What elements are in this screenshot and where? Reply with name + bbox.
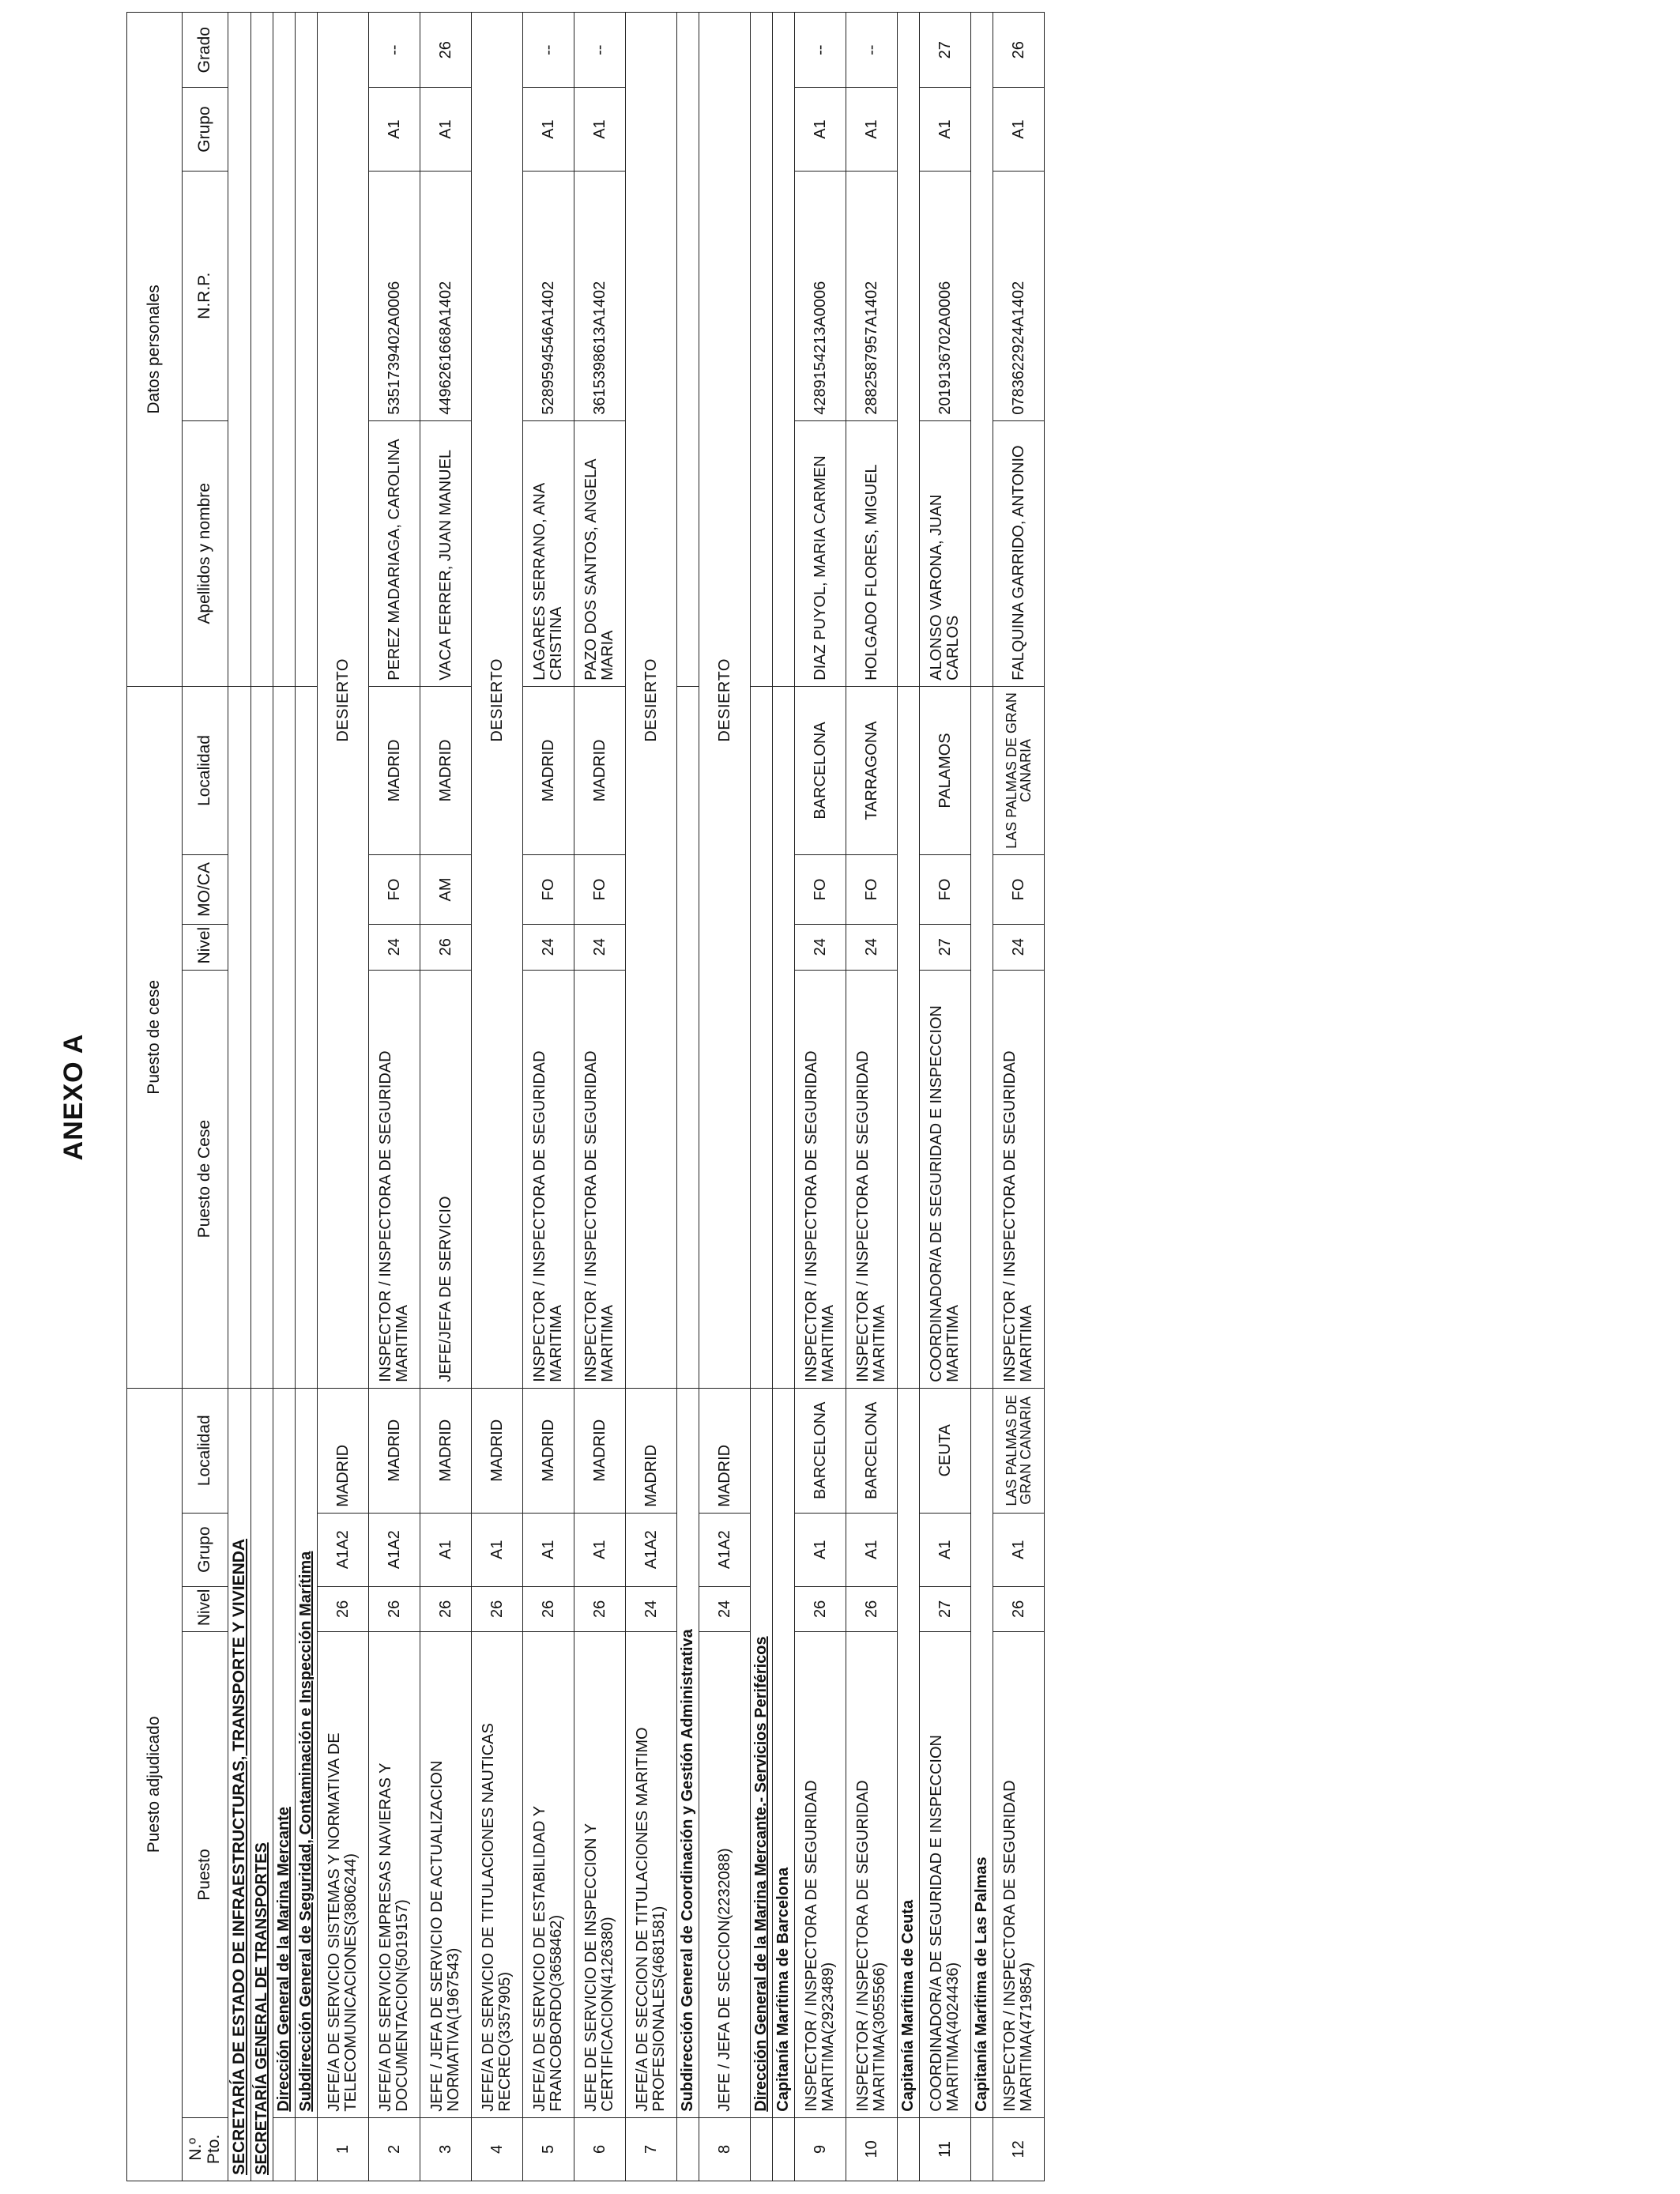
- table-row: [523, 13, 574, 2181]
- cell-puesto: INSPECTOR / INSPECTORA DE SEGURIDAD MARITIMA(4719854): [993, 1632, 1045, 2118]
- cell-nivel: 24: [626, 1586, 677, 1632]
- header-moca: MO/CA: [183, 855, 228, 925]
- cell-nivel: 27: [920, 1586, 971, 1632]
- cell-n-pto: 6: [574, 2117, 626, 2181]
- cell-localidad: CEUTA: [920, 1388, 971, 1513]
- header-datos-personales: Datos personales: [127, 13, 183, 687]
- cell-desierto: DESIERTO: [699, 13, 751, 1389]
- cell-apellidos: DIAZ PUYOL, MARIA CARMEN: [795, 420, 846, 686]
- cell-nivel-cese: 24: [795, 924, 846, 970]
- cell-nrp: 2019136702A0006: [920, 171, 971, 420]
- cell-grupo-personal: A1: [920, 88, 971, 171]
- cell-localidad-cese: LAS PALMAS DE GRAN CANARIA: [993, 686, 1045, 854]
- cell-n-pto: 2: [369, 2117, 420, 2181]
- cell-apellidos: ALONSO VARONA, JUAN CARLOS: [920, 420, 971, 686]
- cell-localidad-cese: TARRAGONA: [846, 686, 898, 854]
- section-row: [898, 13, 920, 2181]
- cell-apellidos: VACA FERRER, JUAN MANUEL: [420, 420, 472, 686]
- header-grupo-personal: Grupo: [183, 88, 228, 171]
- cell-apellidos: LAGARES SERRANO, ANA CRISTINA: [523, 420, 574, 686]
- cell-apellidos: FALQUINA GARRIDO, ANTONIO: [993, 420, 1045, 686]
- table-row: [993, 13, 1045, 2181]
- section-label: Subdirección General de Coordinación y Gestión Administrativa: [677, 1388, 699, 2117]
- cell-localidad-cese: MADRID: [523, 686, 574, 854]
- section-label: Capitanía Marítima de Barcelona: [773, 1388, 795, 2117]
- cell-grupo: A1A2: [626, 1513, 677, 1586]
- cell-localidad: MADRID: [523, 1388, 574, 1513]
- cell-puesto-cese: INSPECTOR / INSPECTORA DE SEGURIDAD MARITIMA: [795, 970, 846, 1388]
- cell-n-pto: 11: [920, 2117, 971, 2181]
- header-nivel-cese: Nivel: [183, 924, 228, 970]
- cell-moca: FO: [993, 855, 1045, 925]
- section-row: [773, 13, 795, 2181]
- header-puesto-de-cese: Puesto de Cese: [183, 970, 228, 1388]
- cell-nrp: 4289154213A0006: [795, 171, 846, 420]
- cell-localidad: MADRID: [574, 1388, 626, 1513]
- cell-nrp: 0783622924A1402: [993, 171, 1045, 420]
- cell-grupo-personal: A1: [795, 88, 846, 171]
- cell-localidad-cese: BARCELONA: [795, 686, 846, 854]
- cell-nivel-cese: 24: [846, 924, 898, 970]
- section-row: [971, 13, 993, 2181]
- cell-grupo: A1: [523, 1513, 574, 1586]
- cell-nivel: 26: [472, 1586, 523, 1632]
- cell-nivel-cese: 27: [920, 924, 971, 970]
- header-nrp: N.R.P.: [183, 171, 228, 420]
- cell-localidad: MADRID: [369, 1388, 420, 1513]
- cell-grado: --: [846, 13, 898, 88]
- section-label: SECRETARÍA GENERAL DE TRANSPORTES: [251, 1388, 273, 2181]
- cell-grado: --: [369, 13, 420, 88]
- cell-desierto: DESIERTO: [318, 13, 369, 1389]
- cell-nrp: 5351739402A0006: [369, 171, 420, 420]
- cell-moca: FO: [369, 855, 420, 925]
- cell-puesto: INSPECTOR / INSPECTORA DE SEGURIDAD MARITIMA(2923489): [795, 1632, 846, 2118]
- cell-localidad-cese: MADRID: [420, 686, 472, 854]
- cell-grupo: A1: [795, 1513, 846, 1586]
- cell-n-pto: 9: [795, 2117, 846, 2181]
- cell-nivel: 26: [846, 1586, 898, 1632]
- header-n-pto: N.º Pto.: [183, 2117, 228, 2181]
- section-row: [677, 13, 699, 2181]
- page: [47, 0, 1408, 2194]
- cell-puesto: JEFE / JEFA DE SECCION(2232088): [699, 1632, 751, 2118]
- section-label: SECRETARÍA DE ESTADO DE INFRAESTRUCTURAS, TRANSPORTE Y VIVIENDA: [228, 1388, 251, 2181]
- header-grado: Grado: [183, 13, 228, 88]
- cell-nivel: 26: [523, 1586, 574, 1632]
- section-row: [251, 13, 273, 2181]
- cell-grado: --: [795, 13, 846, 88]
- cell-localidad-cese: MADRID: [574, 686, 626, 854]
- cell-n-pto: 5: [523, 2117, 574, 2181]
- cell-nivel: 26: [318, 1586, 369, 1632]
- cell-puesto-cese: INSPECTOR / INSPECTORA DE SEGURIDAD MARITIMA: [369, 970, 420, 1388]
- cell-puesto-cese: INSPECTOR / INSPECTORA DE SEGURIDAD MARITIMA: [574, 970, 626, 1388]
- cell-grupo: A1A2: [699, 1513, 751, 1586]
- cell-puesto: COORDINADOR/A DE SEGURIDAD E INSPECCION MARITIMA(4024436): [920, 1632, 971, 2118]
- table-row: [369, 13, 420, 2181]
- cell-puesto: JEFE/A DE SECCION DE TITULACIONES MARITIMO PROFESIONALES(4681581): [626, 1632, 677, 2118]
- cell-grupo-personal: A1: [420, 88, 472, 171]
- cell-n-pto: 7: [626, 2117, 677, 2181]
- cell-puesto-cese: COORDINADOR/A DE SEGURIDAD E INSPECCION MARITIMA: [920, 970, 971, 1388]
- cell-localidad: MADRID: [472, 1388, 523, 1513]
- cell-nrp: 3615398613A1402: [574, 171, 626, 420]
- cell-localidad: LAS PALMAS DE GRAN CANARIA: [993, 1388, 1045, 1513]
- cell-puesto: JEFE/A DE SERVICIO DE TITULACIONES NAUTICAS RECREO(3357905): [472, 1632, 523, 2118]
- cell-nrp: 4496261668A1402: [420, 171, 472, 420]
- cell-puesto: JEFE/A DE SERVICIO DE ESTABILIDAD Y FRANCOBORDO(3658462): [523, 1632, 574, 2118]
- cell-puesto-cese: INSPECTOR / INSPECTORA DE SEGURIDAD MARITIMA: [993, 970, 1045, 1388]
- cell-moca: FO: [795, 855, 846, 925]
- cell-localidad: BARCELONA: [846, 1388, 898, 1513]
- table-row: [574, 13, 626, 2181]
- cell-grupo: A1: [920, 1513, 971, 1586]
- cell-apellidos: HOLGADO FLORES, MIGUEL: [846, 420, 898, 686]
- header-localidad-cese: Localidad: [183, 686, 228, 854]
- cell-grupo: A1A2: [369, 1513, 420, 1586]
- cell-grupo: A1: [846, 1513, 898, 1586]
- cell-n-pto: 10: [846, 2117, 898, 2181]
- cell-grado: --: [574, 13, 626, 88]
- table-row: [472, 13, 523, 2181]
- cell-moca: FO: [574, 855, 626, 925]
- section-row: [228, 13, 251, 2181]
- cell-moca: FO: [523, 855, 574, 925]
- header-puesto-adjudicado: Puesto adjudicado: [127, 1388, 183, 2181]
- cell-nrp: 2882587957A1402: [846, 171, 898, 420]
- cell-localidad: BARCELONA: [795, 1388, 846, 1513]
- cell-grupo: A1: [993, 1513, 1045, 1586]
- cell-moca: FO: [920, 855, 971, 925]
- cell-n-pto: 4: [472, 2117, 523, 2181]
- cell-grupo: A1A2: [318, 1513, 369, 1586]
- cell-nivel: 24: [699, 1586, 751, 1632]
- cell-nivel-cese: 26: [420, 924, 472, 970]
- cell-puesto: JEFE DE SERVICIO DE INSPECCION Y CERTIFICACION(4126380): [574, 1632, 626, 2118]
- cell-grado: 27: [920, 13, 971, 88]
- cell-localidad: MADRID: [699, 1388, 751, 1513]
- cell-grupo-personal: A1: [369, 88, 420, 171]
- cell-moca: AM: [420, 855, 472, 925]
- cell-grupo: A1: [574, 1513, 626, 1586]
- cell-nivel: 26: [993, 1586, 1045, 1632]
- section-label: Dirección General de la Marina Mercante.- Servicios Periféricos: [751, 1388, 773, 2117]
- cell-grado: 26: [993, 13, 1045, 88]
- header-localidad: Localidad: [183, 1388, 228, 1513]
- cell-apellidos: PAZO DOS SANTOS, ANGELA MARIA: [574, 420, 626, 686]
- anexo-table: [126, 12, 1045, 2181]
- cell-grado: --: [523, 13, 574, 88]
- cell-desierto: DESIERTO: [626, 13, 677, 1389]
- header-puesto-cese: Puesto de cese: [127, 686, 183, 1388]
- cell-puesto: JEFE / JEFA DE SERVICIO DE ACTUALIZACION NORMATIVA(1967543): [420, 1632, 472, 2118]
- cell-grupo-personal: A1: [523, 88, 574, 171]
- cell-nivel: 26: [574, 1586, 626, 1632]
- table-row: [795, 13, 846, 2181]
- cell-nivel: 26: [420, 1586, 472, 1632]
- cell-nivel: 26: [795, 1586, 846, 1632]
- section-row: [296, 13, 318, 2181]
- cell-nivel-cese: 24: [993, 924, 1045, 970]
- table-row: [699, 13, 751, 2181]
- cell-puesto: JEFE/A DE SERVICIO SISTEMAS Y NORMATIVA DE TELECOMUNICACIONES(3806244): [318, 1632, 369, 2118]
- cell-desierto: DESIERTO: [472, 13, 523, 1389]
- section-label: Subdirección General de Seguridad, Contaminación e Inspección Marítima: [296, 1388, 318, 2117]
- cell-nivel-cese: 24: [369, 924, 420, 970]
- section-row: [273, 13, 296, 2181]
- cell-puesto-cese: INSPECTOR / INSPECTORA DE SEGURIDAD MARITIMA: [523, 970, 574, 1388]
- cell-puesto-cese: JEFE/JEFA DE SERVICIO: [420, 970, 472, 1388]
- section-label: Capitanía Marítima de Ceuta: [898, 1388, 920, 2117]
- cell-nivel-cese: 24: [574, 924, 626, 970]
- cell-n-pto: 1: [318, 2117, 369, 2181]
- cell-localidad: MADRID: [318, 1388, 369, 1513]
- cell-puesto: JEFE/A DE SERVICIO EMPRESAS NAVIERAS Y DOCUMENTACION(5019157): [369, 1632, 420, 2118]
- cell-grado: 26: [420, 13, 472, 88]
- header-nivel: Nivel: [183, 1586, 228, 1632]
- cell-moca: FO: [846, 855, 898, 925]
- cell-grupo-personal: A1: [574, 88, 626, 171]
- section-row: [751, 13, 773, 2181]
- header-grupo: Grupo: [183, 1513, 228, 1586]
- cell-n-pto: 8: [699, 2117, 751, 2181]
- header-apellidos: Apellidos y nombre: [183, 420, 228, 686]
- cell-nivel: 26: [369, 1586, 420, 1632]
- table-row: [626, 13, 677, 2181]
- table-row: [846, 13, 898, 2181]
- cell-localidad-cese: PALAMOS: [920, 686, 971, 854]
- cell-nivel-cese: 24: [523, 924, 574, 970]
- table-row: [318, 13, 369, 2181]
- section-label: Dirección General de la Marina Mercante: [273, 1388, 296, 2117]
- cell-grupo: A1: [472, 1513, 523, 1586]
- rotated-page: [47, 0, 1408, 2194]
- cell-puesto: INSPECTOR / INSPECTORA DE SEGURIDAD MARITIMA(3055566): [846, 1632, 898, 2118]
- table-row: [420, 13, 472, 2181]
- header-puesto: Puesto: [183, 1632, 228, 2118]
- cell-grupo-personal: A1: [993, 88, 1045, 171]
- cell-apellidos: PEREZ MADARIAGA, CAROLINA: [369, 420, 420, 686]
- cell-grupo: A1: [420, 1513, 472, 1586]
- cell-n-pto: 3: [420, 2117, 472, 2181]
- section-label: Capitanía Marítima de Las Palmas: [971, 1388, 993, 2117]
- cell-localidad: MADRID: [420, 1388, 472, 1513]
- cell-puesto-cese: INSPECTOR / INSPECTORA DE SEGURIDAD MARITIMA: [846, 970, 898, 1388]
- cell-grupo-personal: A1: [846, 88, 898, 171]
- cell-localidad: MADRID: [626, 1388, 677, 1513]
- cell-localidad-cese: MADRID: [369, 686, 420, 854]
- cell-nrp: 5289594546A1402: [523, 171, 574, 420]
- document-title: ANEXO A: [58, 1033, 89, 1161]
- cell-n-pto: 12: [993, 2117, 1045, 2181]
- table-row: [920, 13, 971, 2181]
